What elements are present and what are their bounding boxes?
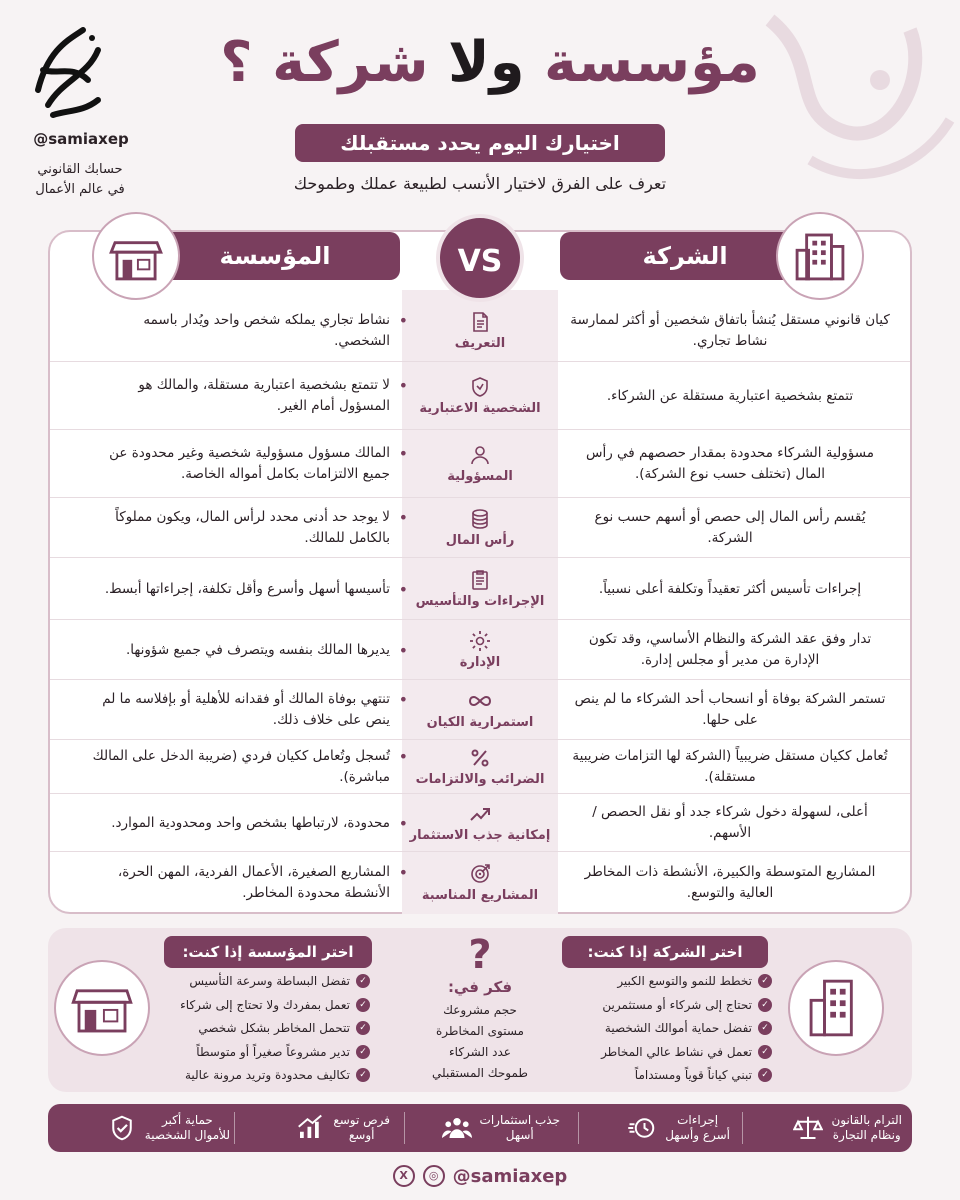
establishment-cell: • لا تتمتع بشخصية اعتبارية مستقلة، والمالك هو المسؤول أمام الغير.	[90, 375, 390, 417]
criterion-text: الإجراءات والتأسيس	[415, 594, 545, 609]
comparison-row	[50, 852, 910, 914]
checklist-item: ✓ تعمل في نشاط عالي المخاطر	[572, 1041, 772, 1065]
document-icon	[468, 310, 492, 334]
building-icon	[790, 962, 882, 1054]
bar-growth-icon	[295, 1113, 325, 1143]
gear-icon	[468, 629, 492, 653]
comparison-row	[50, 430, 910, 498]
benefit-item	[414, 1104, 560, 1152]
checklist-item: ✓ تدير مشروعاً صغيراً أو متوسطاً	[160, 1041, 370, 1065]
criterion-text: استمرارية الكيان	[426, 715, 534, 730]
checklist-item: ✓ تبني كياناً قوياً ومستداماً	[572, 1064, 772, 1088]
benefit-line-1: حماية أكبر	[161, 1113, 213, 1127]
checklist-item: ✓ تتحمل المخاطر بشكل شخصي	[160, 1017, 370, 1041]
storefront-icon	[56, 962, 148, 1054]
title-part-3: شركة ؟	[220, 30, 429, 95]
infinity-icon	[468, 689, 492, 713]
criterion-label	[402, 689, 558, 731]
page-title	[170, 30, 810, 95]
establishment-cell: • يديرها المالك بنفسه ويتصرف في جميع شؤونها.	[90, 640, 390, 661]
benefit-line-1: إجراءات	[677, 1113, 719, 1127]
checklist-item: ✓ تحتاج إلى شركاء أو مستثمرين	[572, 994, 772, 1018]
trend-up-icon	[468, 802, 492, 826]
person-icon	[468, 443, 492, 467]
brand-logo	[28, 20, 108, 120]
establishment-cell: • تنتهي بوفاة المالك أو فقدانه للأهلية أو بإفلاسه ما لم ينص على خلاف ذلك.	[90, 689, 390, 731]
vs-badge: VS	[436, 214, 524, 302]
establishment-cell: • المالك مسؤول مسؤولية شخصية وغير محدودة عن جميع الالتزامات بكامل أمواله الخاصة.	[90, 443, 390, 485]
clipboard-icon	[468, 568, 492, 592]
question-mark-icon: ?	[468, 932, 492, 978]
establishment-cell: • لا يوجد حد أدنى محدد لرأس المال، ويكون مملوكاً بالكامل للمالك.	[90, 507, 390, 549]
percent-icon	[468, 746, 492, 770]
benefit-text	[665, 1113, 730, 1143]
comparison-row	[50, 794, 910, 852]
brand-tagline	[20, 160, 140, 200]
target-icon	[468, 862, 492, 886]
benefit-text	[480, 1113, 560, 1143]
criterion-text: التعريف	[454, 336, 506, 351]
establishment-big-circle	[54, 960, 150, 1056]
footer-handle[interactable]: @samiaxep	[452, 1165, 568, 1187]
establishment-header: المؤسسة	[150, 232, 400, 280]
comparison-row	[50, 498, 910, 558]
benefit-item	[590, 1104, 730, 1152]
benefit-separator	[404, 1112, 405, 1144]
company-cell: كيان قانوني مستقل يُنشأ باتفاق شخصين أو أكثر لممارسة نشاط تجاري.	[570, 312, 890, 349]
criterion-text: الإدارة	[459, 655, 501, 670]
benefit-line-2: ونظام التجارة	[832, 1128, 901, 1142]
subtitle-pill: اختيارك اليوم يحدد مستقبلك	[295, 124, 665, 162]
benefit-line-2: للأموال الشخصية	[144, 1128, 230, 1142]
choose-establishment-header: اختر المؤسسة إذا كنت:	[164, 936, 372, 968]
benefit-item	[70, 1104, 230, 1152]
brand-handle: @samiaxep	[33, 130, 129, 148]
company-cell: يُقسم رأس المال إلى حصص أو أسهم حسب نوع الشركة.	[594, 509, 866, 546]
establishment-cell: • المشاريع الصغيرة، الأعمال الفردية، المهن الحرة، الأنشطة محدودة المخاطر.	[90, 862, 390, 904]
criterion-text: الشخصية الاعتبارية	[419, 401, 541, 416]
company-cell: تتمتع بشخصية اعتبارية مستقلة عن الشركاء.	[606, 387, 854, 404]
company-cell: المشاريع المتوسطة والكبيرة، الأنشطة ذات المخاطر العالية والتوسع.	[584, 864, 876, 901]
people-icon	[442, 1113, 472, 1143]
choose-company-header: اختر الشركة إذا كنت:	[562, 936, 768, 968]
comparison-row	[50, 740, 910, 794]
comparison-row	[50, 300, 910, 362]
company-icon-circle	[776, 212, 864, 300]
company-cell: إجراءات تأسيس أكثر تعقيداً وتكلفة أعلى نسبياً.	[598, 580, 862, 597]
benefit-text	[831, 1113, 902, 1143]
comparison-row	[50, 362, 910, 430]
company-cell: مسؤولية الشركاء محدودة بمقدار حصصهم في رأس المال (تختلف حسب نوع الشركة).	[586, 445, 874, 482]
criterion-label	[402, 310, 558, 352]
comparison-row	[50, 620, 910, 680]
company-header: الشركة	[560, 232, 810, 280]
think-item: مستوى المخاطرة	[436, 1024, 524, 1038]
benefit-item	[250, 1104, 390, 1152]
building-icon	[778, 214, 862, 298]
establishment-cell: • نشاط تجاري يملكه شخص واحد ويُدار باسمه الشخصي.	[90, 310, 390, 352]
benefit-line-1: جذب استثمارات	[479, 1113, 560, 1127]
scales-icon	[793, 1113, 823, 1143]
title-part-1: مؤسسة	[524, 30, 760, 95]
establishment-cell: • محدودة، لارتباطها بشخص واحد ومحدودية الموارد.	[90, 813, 390, 834]
establishment-icon-circle	[92, 212, 180, 300]
checklist-item: ✓ تخطط للنمو والتوسع الكبير	[572, 970, 772, 994]
benefit-text	[333, 1113, 390, 1143]
company-cell: تدار وفق عقد الشركة والنظام الأساسي، وقد تكون الإدارة من مدير أو مجلس إدارة.	[588, 631, 872, 668]
checklist-item: ✓ تفضل حماية أموالك الشخصية	[572, 1017, 772, 1041]
criterion-text: رأس المال	[445, 533, 515, 548]
think-item: عدد الشركاء	[449, 1045, 511, 1059]
think-item: حجم مشروعك	[443, 1003, 517, 1017]
criterion-label	[402, 746, 558, 788]
think-item: طموحك المستقبلي	[432, 1066, 528, 1080]
shield-icon	[468, 375, 492, 399]
checklist-item: ✓ تعمل بمفردك ولا تحتاج إلى شركاء	[160, 994, 370, 1018]
think-about-box	[412, 932, 548, 1084]
think-heading: فكر في:	[447, 978, 513, 996]
subtitle: تعرف على الفرق لاختيار الأنسب لطبيعة عملك وطموحك	[293, 174, 667, 193]
tagline-line-2: في عالم الأعمال	[35, 182, 125, 197]
benefit-line-2: أسهل	[505, 1128, 534, 1142]
criterion-label	[402, 862, 558, 904]
criterion-label	[402, 375, 558, 417]
fast-clock-icon	[627, 1113, 657, 1143]
tagline-line-1: حسابك القانوني	[37, 162, 123, 177]
benefit-text	[145, 1113, 230, 1143]
comparison-row	[50, 558, 910, 620]
establishment-cell: • تُسجل وتُعامل ككيان فردي (ضريبة الدخل على المالك مباشرة).	[90, 746, 390, 788]
think-list	[412, 1000, 548, 1084]
comparison-row	[50, 680, 910, 740]
footer	[380, 1162, 580, 1190]
coins-icon	[468, 507, 492, 531]
criterion-label	[402, 443, 558, 485]
criterion-text: إمكانية جذب الاستثمار	[409, 828, 551, 843]
criterion-text: الضرائب والالتزامات	[415, 772, 545, 787]
criterion-text: المسؤولية	[447, 469, 513, 484]
benefit-line-1: الترام بالقانون	[831, 1113, 902, 1127]
benefit-separator	[234, 1112, 235, 1144]
criterion-label	[402, 802, 558, 844]
storefront-icon	[94, 214, 178, 298]
x-icon[interactable]: X	[393, 1165, 415, 1187]
title-part-2: ولا	[428, 30, 525, 95]
checklist-item: ✓ تكاليف محدودة وتريد مرونة عالية	[160, 1064, 370, 1088]
criterion-label	[402, 629, 558, 671]
checklist-item: ✓ تفضل البساطة وسرعة التأسيس	[160, 970, 370, 994]
benefit-line-2: أسرع وأسهل	[665, 1128, 730, 1142]
benefit-line-1: فرص توسع	[333, 1113, 390, 1127]
choose-establishment-list	[160, 970, 370, 1088]
choose-company-list	[572, 970, 772, 1088]
shield-check-icon	[107, 1113, 137, 1143]
criterion-text: المشاريع المناسبة	[421, 888, 539, 903]
criterion-label	[402, 568, 558, 610]
company-big-circle	[788, 960, 884, 1056]
criterion-label	[402, 507, 558, 549]
instagram-icon[interactable]: ◎	[423, 1165, 445, 1187]
company-cell: تستمر الشركة بوفاة أو انسحاب أحد الشركاء ما لم ينص على حلها.	[574, 691, 886, 728]
benefit-line-2: أوسع	[348, 1128, 375, 1142]
company-cell: تُعامل ككيان مستقل ضريبياً (الشركة لها التزامات ضريبية مستقلة).	[572, 748, 888, 785]
benefit-separator	[742, 1112, 743, 1144]
benefit-separator	[578, 1112, 579, 1144]
benefit-item	[752, 1104, 902, 1152]
company-cell: أعلى، لسهولة دخول شركاء جدد أو نقل الحصص / الأسهم.	[592, 804, 868, 841]
establishment-cell: • تأسيسها أسهل وأسرع وأقل تكلفة، إجراءاتها أبسط.	[90, 579, 390, 600]
